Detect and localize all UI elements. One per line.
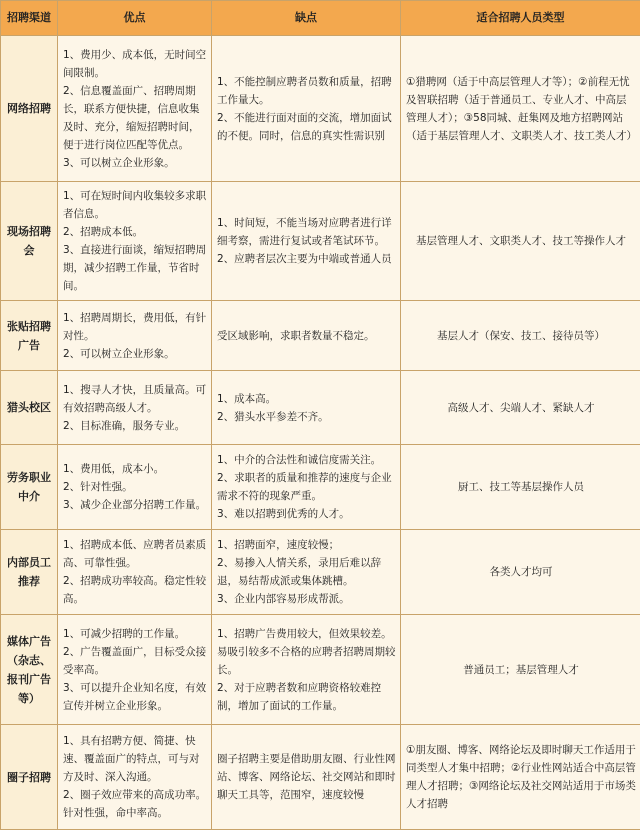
channel-cell: 圈子招聘: [1, 725, 58, 830]
pros-item: 3、可以提升企业知名度，有效宣传并树立企业形象。: [63, 681, 207, 712]
suitable-item: 厨工、技工等基层操作人员: [458, 481, 584, 493]
cons-item: 1、成本高。: [217, 392, 277, 405]
cons-cell: [212, 530, 401, 615]
suitable-item: ①朋友圈、博客、网络论坛及即时聊天工作适用于同类型人才集中招聘；②行业性网站适合中高层管理人才招聘；③网络论坛及社交网站适用于市场类人才招聘: [406, 744, 636, 810]
cons-cell: [212, 182, 401, 301]
cons-item: 2、应聘者层次主要为中端或普通人员: [217, 253, 392, 265]
cons-item: 3、难以招聘到优秀的人才。: [217, 508, 350, 520]
suitable-cell: [401, 371, 640, 445]
suitable-item: ①猎聘网（适于中高层管理人才等）；②前程无忧及智联招聘（适于普通员工、专业人才、中高层管理人才）；③58同城、赶集网及地方招聘网站（适于基层管理人才、文职类人才、技工类人才）: [406, 75, 637, 142]
pros-cell: [58, 530, 212, 615]
cons-cell: [212, 371, 401, 445]
pros-cell: [58, 725, 212, 830]
channel-cell: 猎头校区: [1, 371, 58, 445]
cons-cell: [212, 725, 401, 830]
cons-cell: [212, 301, 401, 371]
suitable-cell: [401, 725, 640, 830]
pros-item: 2、招聘成本低。: [63, 226, 144, 238]
cons-item: 1、不能控制应聘者员数和质量，招聘工作量大。: [217, 75, 392, 106]
table-row: [1, 36, 640, 182]
cons-item: 1、时间短，不能当场对应聘者进行详细考察，需进行复试或者笔试环节。: [217, 217, 392, 247]
pros-cell: [58, 371, 212, 445]
cons-cell: [212, 36, 401, 182]
cons-item: 1、中介的合法性和诚信度需关注。: [217, 454, 382, 466]
cons-item: 2、猎头水平参差不齐。: [217, 410, 329, 423]
pros-item: 2、圈子效应带来的高成功率。针对性强，命中率高。: [63, 789, 207, 819]
cons-item: 2、易掺入人情关系，录用后难以辞退，易结帮成派或集体跳槽。: [217, 557, 382, 587]
cons-item: 2、不能进行面对面的交流，增加面试的不便。同时，信息的真实性需识别: [217, 111, 392, 142]
pros-item: 3、可以树立企业形象。: [63, 156, 175, 169]
table-row: [1, 530, 640, 615]
pros-cell: [58, 182, 212, 301]
suitable-cell: [401, 182, 640, 301]
pros-cell: [58, 36, 212, 182]
channel-cell: 劳务职业中介: [1, 445, 58, 530]
channel-cell: 现场招聘会: [1, 182, 58, 301]
channel-cell: 媒体广告（杂志、报刊广告等）: [1, 615, 58, 725]
table-row: [1, 182, 640, 301]
pros-item: 2、目标准确，服务专业。: [63, 419, 186, 432]
pros-item: 2、信息覆盖面广、招聘周期长，联系方便快捷，信息收集及时、充分，缩短招聘时间，便于进行岗位匹配等优点。: [63, 84, 200, 151]
channel-cell: 内部员工推荐: [1, 530, 58, 615]
header-channel: 招聘渠道: [1, 1, 58, 36]
cons-item: 2、求职者的质量和推荐的速度与企业需求不符的现象严重。: [217, 472, 392, 502]
suitable-cell: [401, 301, 640, 371]
header-pros: 优点: [58, 1, 212, 36]
cons-item: 1、招聘广告费用较大，但效果较差。易吸引较多不合格的应聘者招聘周期较长。: [217, 627, 396, 676]
header-cons: 缺点: [212, 1, 401, 36]
table-row: [1, 301, 640, 371]
table-row: [1, 615, 640, 725]
pros-cell: [58, 615, 212, 725]
table-header-row: [1, 1, 640, 36]
pros-item: 1、具有招聘方便、简捷、快速、覆盖面广的特点，可与对方及时、深入沟通。: [63, 735, 200, 783]
table-row: [1, 725, 640, 830]
pros-item: 2、针对性强。: [63, 481, 133, 493]
pros-item: 1、招聘成本低、应聘者员素质高、可靠性强。: [63, 539, 207, 569]
suitable-item: 基层管理人才、文职类人才、技工等操作人才: [416, 235, 626, 247]
suitable-item: 各类人才均可: [489, 566, 553, 578]
header-suitable: 适合招聘人员类型: [401, 1, 640, 36]
pros-item: 3、直接进行面谈，缩短招聘周期，减少招聘工作量，节省时间。: [63, 244, 207, 292]
cons-item: 2、对于应聘者数和应聘资格较难控制，增加了面试的工作量。: [217, 681, 382, 712]
cons-item: 3、企业内部容易形成帮派。: [217, 593, 350, 605]
suitable-cell: [401, 530, 640, 615]
cons-item: 1、招聘面窄，速度较慢；: [217, 539, 340, 551]
suitable-cell: [401, 36, 640, 182]
cons-cell: [212, 615, 401, 725]
pros-item: 1、招聘周期长，费用低，有针对性。: [63, 311, 207, 342]
pros-item: 3、减少企业部分招聘工作量。: [63, 499, 207, 511]
channel-cell: 张贴招聘广告: [1, 301, 58, 371]
pros-item: 2、招聘成功率较高。稳定性较高。: [63, 575, 207, 605]
pros-item: 1、可减少招聘的工作量。: [63, 627, 186, 640]
pros-item: 1、费用少、成本低，无时间空间限制。: [63, 48, 207, 79]
table-row: [1, 371, 640, 445]
pros-item: 2、可以树立企业形象。: [63, 347, 175, 360]
cons-cell: [212, 445, 401, 530]
suitable-item: 普通员工；基层管理人才: [463, 663, 579, 676]
suitable-item: 高级人才、尖端人才、紧缺人才: [447, 401, 595, 414]
cons-item: 受区域影响，求职者数量不稳定。: [217, 329, 375, 342]
pros-item: 1、费用低，成本小。: [63, 463, 165, 475]
suitable-item: 基层人才（保安、技工、接待员等）: [437, 329, 605, 342]
pros-cell: [58, 301, 212, 371]
pros-item: 1、可在短时间内收集较多求职者信息。: [63, 190, 207, 220]
pros-item: 1、搜寻人才快，且质量高。可有效招聘高级人才。: [63, 383, 207, 414]
suitable-cell: [401, 445, 640, 530]
pros-item: 2、广告覆盖面广，目标受众接受率高。: [63, 645, 207, 676]
cons-item: 圈子招聘主要是借助朋友圈、行业性网站、博客、网络论坛、社交网站和即时聊天工具等，范围窄，速度较慢: [217, 753, 396, 801]
table-row: [1, 445, 640, 530]
pros-cell: [58, 445, 212, 530]
suitable-cell: [401, 615, 640, 725]
channel-cell: 网络招聘: [1, 36, 58, 182]
